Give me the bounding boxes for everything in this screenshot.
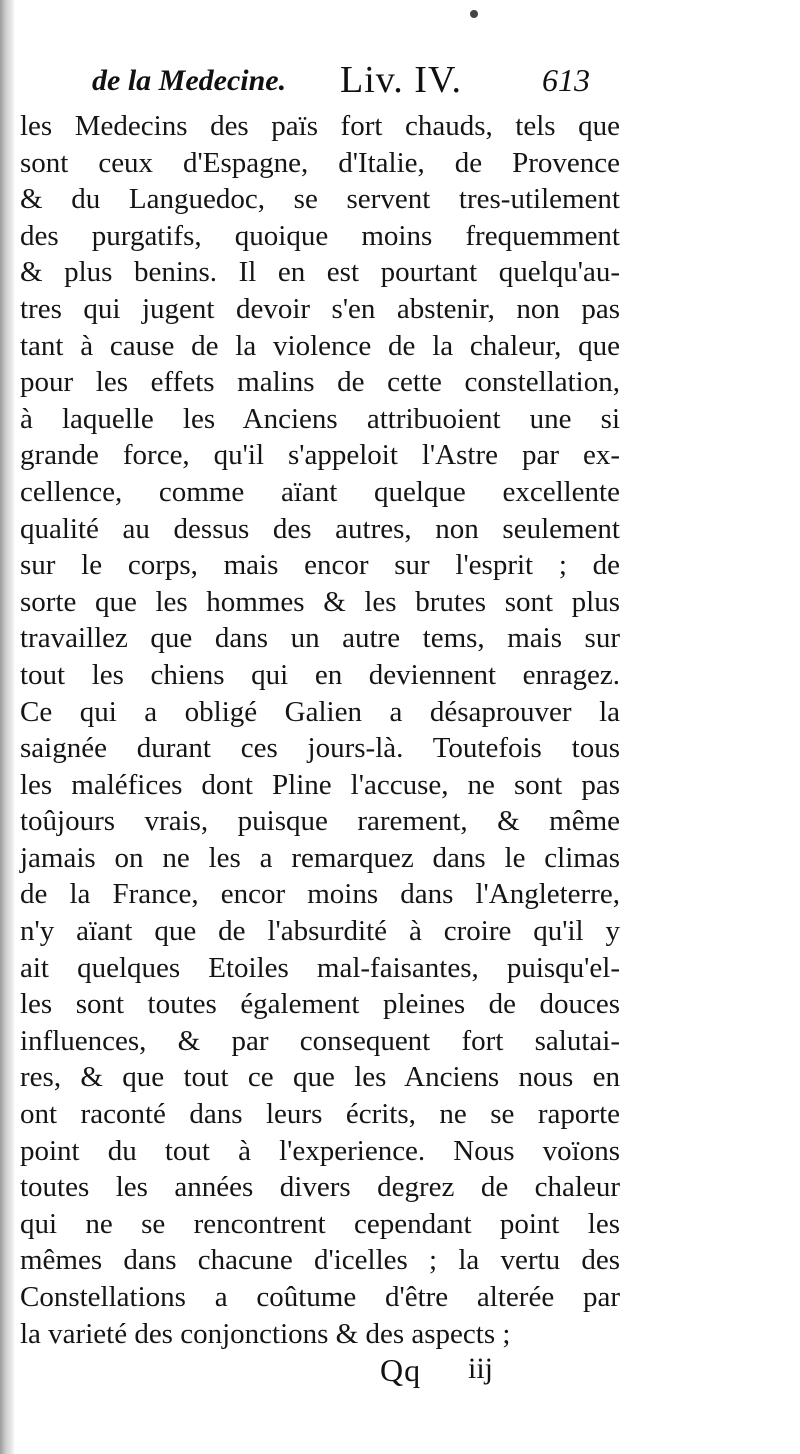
text-line: Ce qui a obligé Galien a désaprouver la <box>20 695 620 728</box>
book-reference: Liv. IV. <box>340 59 462 101</box>
page-number: 613 <box>542 62 590 98</box>
text-line: influences, & par consequent fort salutai- <box>20 1024 620 1057</box>
body-text <box>20 108 620 1352</box>
running-title: de la Medecine. <box>92 64 287 97</box>
text-line: les sont toutes également pleines de douces <box>20 988 620 1021</box>
text-line: de la France, encor moins dans l'Angleterre, <box>20 878 620 911</box>
text-line: grande force, qu'il s'appeloit l'Astre par ex- <box>20 439 620 472</box>
text-line: toûjours vrais, puisque rarement, & même <box>20 805 620 838</box>
text-line: à laquelle les Anciens attribuoient une si <box>20 402 620 435</box>
text-line: les maléfices dont Pline l'accuse, ne sont pas <box>20 768 620 801</box>
ink-spot <box>470 10 478 18</box>
running-header <box>92 58 612 108</box>
text-line: la varieté des conjonctions & des aspects ; <box>20 1317 511 1350</box>
text-line: travaillez que dans un autre tems, mais sur <box>20 622 620 655</box>
text-line: les Medecins des païs fort chauds, tels que <box>20 110 620 142</box>
text-line: des purgatifs, quoique moins frequemment <box>20 219 620 252</box>
text-line: ait quelques Etoiles mal-faisantes, puisqu'el- <box>20 951 620 984</box>
text-line: & plus benins. Il en est pourtant quelqu'au- <box>20 256 620 289</box>
text-line: qualité au dessus des autres, non seulement <box>20 512 620 545</box>
text-line: pour les effets malins de cette constellation, <box>20 366 620 399</box>
text-line: qui ne se rencontrent cependant point les <box>20 1207 620 1240</box>
text-line: point du tout à l'experience. Nous voïons <box>20 1134 620 1167</box>
text-line: sorte que les hommes & les brutes sont plus <box>20 585 620 618</box>
text-line: jamais on ne les a remarquez dans le climas <box>20 841 620 874</box>
text-line: toutes les années divers degrez de chaleur <box>20 1171 620 1204</box>
text-line: tout les chiens qui en deviennent enragez. <box>20 658 620 691</box>
text-line: res, & que tout ce que les Anciens nous en <box>20 1061 620 1094</box>
folio-mark: iij <box>468 1352 494 1385</box>
text-line: sont ceux d'Espagne, d'Italie, de Provence <box>20 146 620 179</box>
text-line: saignée durant ces jours-là. Toutefois tous <box>20 732 620 765</box>
signature-mark: Qq <box>380 1352 422 1388</box>
text-line: tres qui jugent devoir s'en abstenir, non pas <box>20 292 620 325</box>
page-gutter-shadow <box>0 0 14 1454</box>
text-line: mêmes dans chacune d'icelles ; la vertu des <box>20 1244 620 1277</box>
text-line: ont raconté dans leurs écrits, ne se raporte <box>20 1098 620 1131</box>
text-line: Constellations a coûtume d'être alterée par <box>20 1281 620 1313</box>
text-line: cellence, comme aïant quelque excellente <box>20 475 620 508</box>
text-line: & du Languedoc, se servent tres-utilement <box>20 183 620 216</box>
text-line: tant à cause de la violence de la chaleur, que <box>20 329 620 362</box>
page-footer <box>380 1352 540 1402</box>
text-line: sur le corps, mais encor sur l'esprit ; de <box>20 549 620 582</box>
text-line: n'y aïant que de l'absurdité à croire qu'il y <box>20 915 620 948</box>
